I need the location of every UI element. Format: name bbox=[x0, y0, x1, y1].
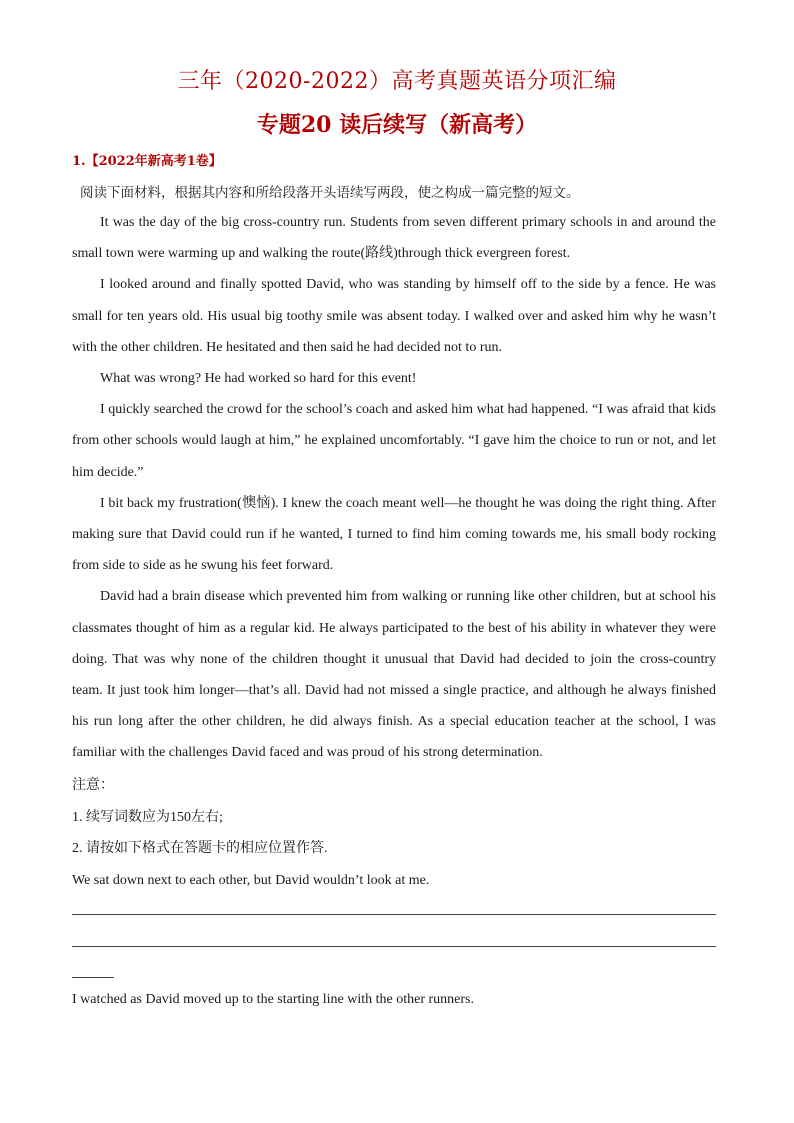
passage-paragraph: What was wrong? He had worked so hard for this event! bbox=[100, 371, 417, 387]
answer-line bbox=[72, 914, 716, 915]
reading-passage bbox=[72, 207, 716, 769]
passage-paragraph: I quickly searched the crowd for the school’s coach and asked him what had happened. “I was afraid that kids from other schools would laugh at him,” he explained uncomfortably. “I gave him the choice to run or not, and let him decide.” bbox=[72, 402, 716, 480]
question-instruction: 阅读下面材料，根据其内容和所给段落开头语续写两段，使之构成一篇完整的短文。 bbox=[80, 185, 580, 201]
answer-line-short bbox=[72, 977, 114, 978]
paragraph-opening-2: I watched as David moved up to the starting line with the other runners. bbox=[72, 992, 475, 1007]
paragraph-opening-1: We sat down next to each other, but David wouldn’t look at me. bbox=[72, 872, 430, 888]
notes-section bbox=[72, 770, 429, 896]
page-title: 三年（2020-2022）高考真题英语分项汇编 bbox=[177, 69, 617, 94]
passage-paragraph: It was the day of the big cross-country run. Students from seven different primary schools in and around the small town were warming up and walking the route(路线)through thick evergreen forest. bbox=[72, 215, 716, 262]
passage-paragraph: David had a brain disease which prevented him from walking or running like other children, but at school his classmates thought of him as a regular kid. He always participated to the best of his ability in whatever they were doing. That was why none of the children thought it unusual that David had decided to join the cross-country team. It just took him longer—that’s all. David had not missed a single practice, and although he always finished his run long after the other children, he did always finish. As a special education teacher at the school, I was familiar with the challenges David faced and was proud of his strong determination. bbox=[72, 589, 716, 761]
passage-paragraph: I looked around and finally spotted David, who was standing by himself off to the side by a fence. He was small for ten years old. His usual big toothy smile was absent today. I walked over and asked him why he wasn’t with the other children. He hesitated and then said he had decided not to run. bbox=[72, 277, 716, 355]
page-subtitle: 专题20 读后续写（新高考） bbox=[256, 112, 538, 138]
note-item: 1. 续写词数应为150左右; bbox=[72, 809, 223, 825]
notes-label: 注意： bbox=[72, 778, 114, 793]
passage-paragraph: I bit back my frustration(懊恼). I knew the coach meant well—he thought he was doing the right thing. After making sure that David could run if he wanted, I turned to find him coming towards me, his small body rocking from side to side as he swung his feet forward. bbox=[72, 495, 716, 574]
question-heading: 1.【2022年新高考1卷】 bbox=[72, 154, 222, 169]
answer-line bbox=[72, 946, 716, 947]
note-item: 2. 请按如下格式在答题卡的相应位置作答. bbox=[72, 841, 328, 856]
